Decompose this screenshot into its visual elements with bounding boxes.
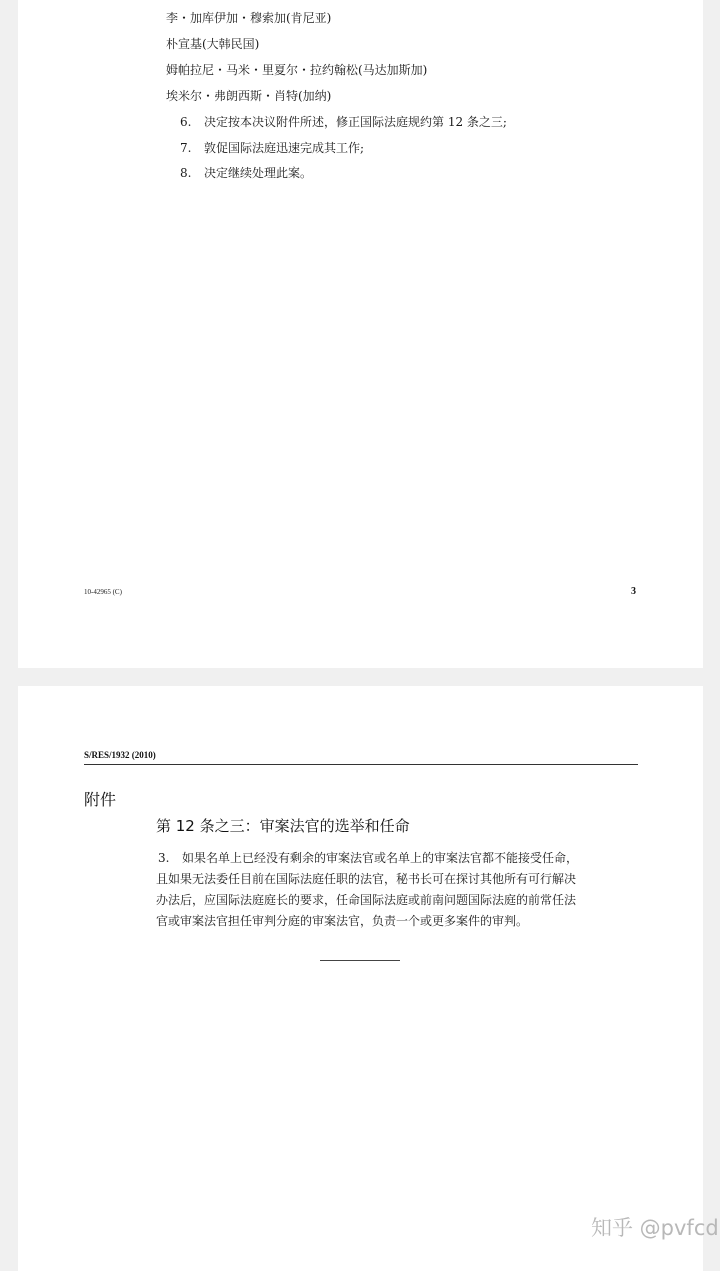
- item-number: 8.: [180, 166, 192, 180]
- item-text: 决定按本决议附件所述，修正国际法庭规约第 12 条之三;: [204, 115, 507, 129]
- judge-name: 埃米尔・弗朗西斯・肖特(加纳): [166, 89, 332, 103]
- header-divider: [84, 764, 638, 765]
- resolution-item: [180, 164, 312, 181]
- paragraph-number: 3.: [158, 851, 170, 865]
- document-page-3: [18, 0, 703, 668]
- paragraph-line: 且如果无法委任目前在国际法庭任职的法官，秘书长可在探讨其他所有可行解决: [156, 872, 577, 886]
- resolution-item: [180, 139, 364, 156]
- annex-label: 附件: [84, 790, 117, 809]
- document-code: 10-42965 (C): [84, 588, 122, 596]
- document-symbol: S/RES/1932 (2010): [84, 750, 156, 760]
- article-heading: 第 12 条之三：审案法官的选举和任命: [156, 817, 410, 835]
- paragraph-line: 官或审案法官担任审判分庭的审案法官，负责一个或更多案件的审判。: [156, 914, 529, 928]
- watermark: 知乎 @pvfcd: [591, 1216, 719, 1240]
- item-number: 6.: [180, 115, 192, 129]
- item-number: 7.: [180, 141, 192, 155]
- document-page-4: [18, 686, 719, 1271]
- resolution-item: [180, 113, 507, 130]
- judge-name: 姆帕拉尼・马米・里夏尔・拉约翰松(马达加斯加): [166, 63, 428, 77]
- judge-name: 李・加库伊加・穆索加(肯尼亚): [166, 11, 332, 25]
- paragraph-line: [156, 848, 579, 869]
- paragraph: [156, 848, 579, 932]
- paragraph-line: 办法后，应国际法庭庭长的要求，任命国际法庭或前南问题国际法庭的前常任法: [156, 893, 577, 907]
- paragraph-text: 如果名单上已经没有剩余的审案法官或名单上的审案法官都不能接受任命，: [182, 851, 579, 865]
- judge-name: 朴宣基(大韩民国): [166, 37, 260, 51]
- end-divider: [320, 960, 400, 961]
- item-text: 敦促国际法庭迅速完成其工作;: [204, 141, 365, 155]
- item-text: 决定继续处理此案。: [204, 166, 313, 180]
- page-number: 3: [631, 586, 636, 597]
